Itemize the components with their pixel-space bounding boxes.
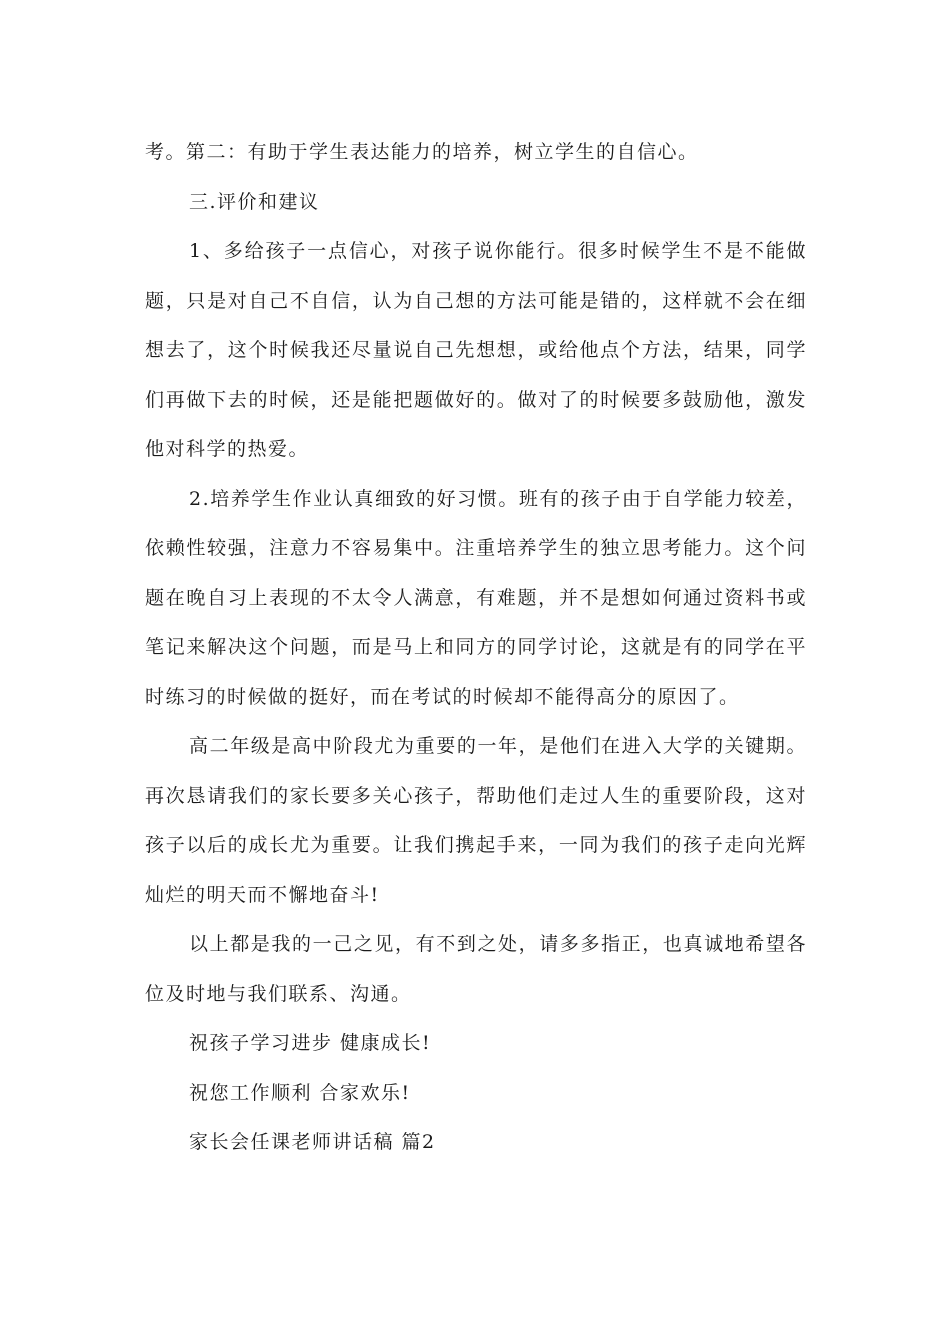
paragraph-closing: 以上都是我的一己之见，有不到之处，请多多指正，也真诚地希望各位及时地与我们联系、沟通。 — [145, 933, 807, 1005]
document-body — [145, 128, 807, 1168]
paragraph-continuation: 考。第二：有助于学生表达能力的培养，树立学生的自信心。 — [145, 141, 699, 163]
wish-line-1: 祝孩子学习进步 健康成长! — [189, 1032, 432, 1054]
paragraph-suggestion-2: 2.培养学生作业认真细致的好习惯。班有的孩子由于自学能力较差，依赖性较强，注意力不容易集中。注重培养学生的独立思考能力。这个问题在晚自习上表现的不太令人满意，有难题，并不是想如何通过资料书或笔记来解决这个问题，而是马上和同方的同学讨论，这就是有的同学在平时练习的时候做的挺好，而在考试的时候却不能得高分的原因了。 — [145, 487, 807, 708]
section-heading: 三.评价和建议 — [189, 190, 320, 213]
paragraph-grade-two: 高二年级是高中阶段尤为重要的一年，是他们在进入大学的关键期。再次恳请我们的家长要多关心孩子，帮助他们走过人生的重要阶段，这对孩子以后的成长尤为重要。让我们携起手来，一同为我们的孩子走向光辉灿烂的明天而不懈地奋斗! — [145, 735, 807, 906]
paragraph-suggestion-1: 1、多给孩子一点信心，对孩子说你能行。很多时候学生不是不能做题，只是对自己不自信，认为自己想的方法可能是错的，这样就不会在细想去了，这个时候我还尽量说自己先想想，或给他点个方法，结果，同学们再做下去的时候，还是能把题做好的。做对了的时候要多鼓励他，激发他对科学的热爱。 — [145, 240, 807, 460]
next-article-title: 家长会任课老师讲话稿 篇2 — [189, 1131, 436, 1153]
wish-line-2: 祝您工作顺利 合家欢乐! — [189, 1081, 411, 1104]
